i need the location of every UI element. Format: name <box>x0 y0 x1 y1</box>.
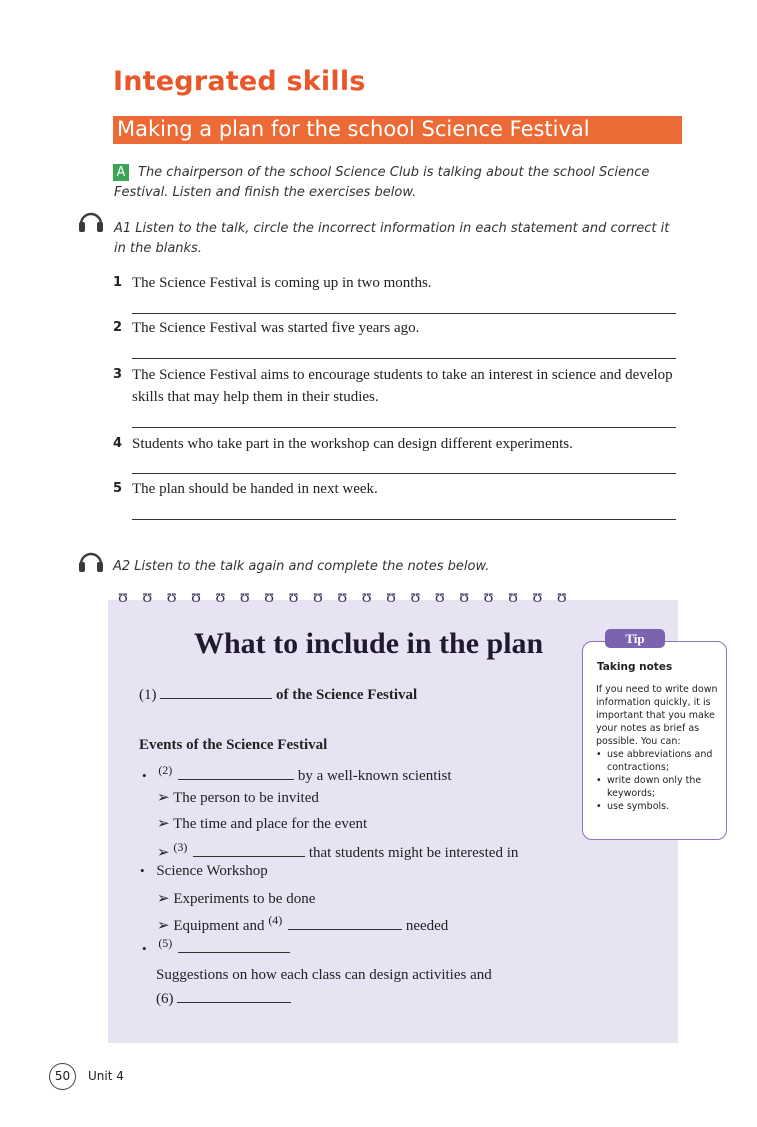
sub-item <box>157 814 367 833</box>
statement-text: The plan should be handed in next week. <box>132 481 378 497</box>
note-line-1 <box>139 684 417 704</box>
answer-blank[interactable] <box>177 988 291 1003</box>
item-number: 4 <box>113 436 123 451</box>
blank-number: (1) <box>139 687 157 703</box>
unit-label: Unit 4 <box>88 1069 124 1083</box>
events-heading: Events of the Science Festival <box>139 737 328 753</box>
blank-number: (5) <box>158 936 173 950</box>
bullet-item: • $^{(2)}$ by a well-known scientist <box>142 763 452 784</box>
section-heading: Integrated skills <box>113 66 366 97</box>
note-text: Equipment and <box>173 918 265 934</box>
sub-item <box>157 788 319 807</box>
item-number: 5 <box>113 481 123 496</box>
note-text: The time and place for the event <box>173 816 368 832</box>
tip-label: Tip <box>605 629 665 648</box>
tip-list <box>596 748 720 813</box>
answer-blank[interactable] <box>288 915 402 930</box>
section-a-intro: The chairperson of the school Science Club is talking about the school Science Festival. Listen and finish the exercises below. <box>114 165 650 200</box>
bullet-item: • $^{(5)}$ <box>142 936 290 958</box>
arrow-icon: ➢ <box>157 816 170 832</box>
note-text: of the Science Festival <box>276 687 418 703</box>
statement-text: The Science Festival aims to encourage students to take an interest in science and develop skills that may help them in their studies. <box>132 367 673 405</box>
arrow-icon: ➢ <box>157 891 170 907</box>
answer-line[interactable] <box>132 519 676 520</box>
blank-number: (4) <box>268 913 283 927</box>
bullet-item: • Science Workshop <box>140 863 268 879</box>
tip-title: Taking notes <box>597 661 673 673</box>
arrow-icon: ➢ <box>157 918 170 934</box>
suggestion-text: Suggestions on how each class can design activities and <box>156 967 492 983</box>
sub-item <box>157 840 518 862</box>
a1-instruction: A1 Listen to the talk, circle the incorrect information in each statement and correct it in the blanks. <box>114 221 670 256</box>
banner-title: Making a plan for the school Science Festival <box>117 117 590 141</box>
note-text: that students might be interested in <box>308 845 519 861</box>
statement-text: Students who take part in the workshop can design different experiments. <box>132 436 573 452</box>
note-text: Experiments to be done <box>173 891 316 907</box>
arrow-icon: ➢ <box>157 845 170 861</box>
note-text: by a well-known scientist <box>297 768 452 784</box>
tip-list-item: • use abbreviations and contractions; <box>596 748 720 774</box>
sub-item <box>157 889 315 908</box>
headphones-icon[interactable] <box>76 546 106 576</box>
arrow-icon: ➢ <box>157 790 170 806</box>
statement-text: The Science Festival is coming up in two months. <box>132 275 432 291</box>
page-number: 50 <box>49 1063 76 1090</box>
note-text: Science Workshop <box>156 863 268 879</box>
answer-blank[interactable] <box>178 765 294 780</box>
answer-blank[interactable] <box>193 842 305 857</box>
sub-item <box>157 913 448 935</box>
answer-line[interactable] <box>132 358 676 359</box>
answer-line[interactable] <box>132 427 676 428</box>
spiral-binding: ʊ ʊ ʊ ʊ ʊ ʊ ʊ ʊ ʊ ʊ ʊ ʊ ʊ ʊ ʊ ʊ ʊ ʊ ʊ <box>118 586 572 606</box>
title-banner <box>113 116 682 144</box>
tip-text: If you need to write down information quickly, it is important that you make your notes as brief as possible. You can: <box>596 684 718 747</box>
section-a-badge: A <box>113 164 129 181</box>
tip-body <box>596 683 720 813</box>
answer-blank[interactable] <box>178 938 290 953</box>
answer-line[interactable] <box>132 473 676 474</box>
blank-number: (3) <box>173 840 188 854</box>
a2-instruction: A2 Listen to the talk again and complete the notes below. <box>113 559 490 574</box>
note-text: needed <box>405 918 449 934</box>
tip-list-item: • use symbols. <box>596 800 720 813</box>
statement-text: The Science Festival was started five years ago. <box>132 320 420 336</box>
item-number: 1 <box>113 275 123 290</box>
headphones-icon[interactable] <box>76 206 106 236</box>
answer-blank[interactable] <box>160 684 272 699</box>
note-line-6 <box>156 988 291 1008</box>
blank-number: (2) <box>158 763 173 777</box>
note-text: The person to be invited <box>173 790 319 806</box>
item-number: 2 <box>113 320 123 335</box>
notebook-title: What to include in the plan <box>194 627 544 660</box>
item-number: 3 <box>113 367 123 382</box>
blank-number: (6) <box>156 991 174 1007</box>
answer-line[interactable] <box>132 313 676 314</box>
tip-list-item: • write down only the keywords; <box>596 774 720 800</box>
